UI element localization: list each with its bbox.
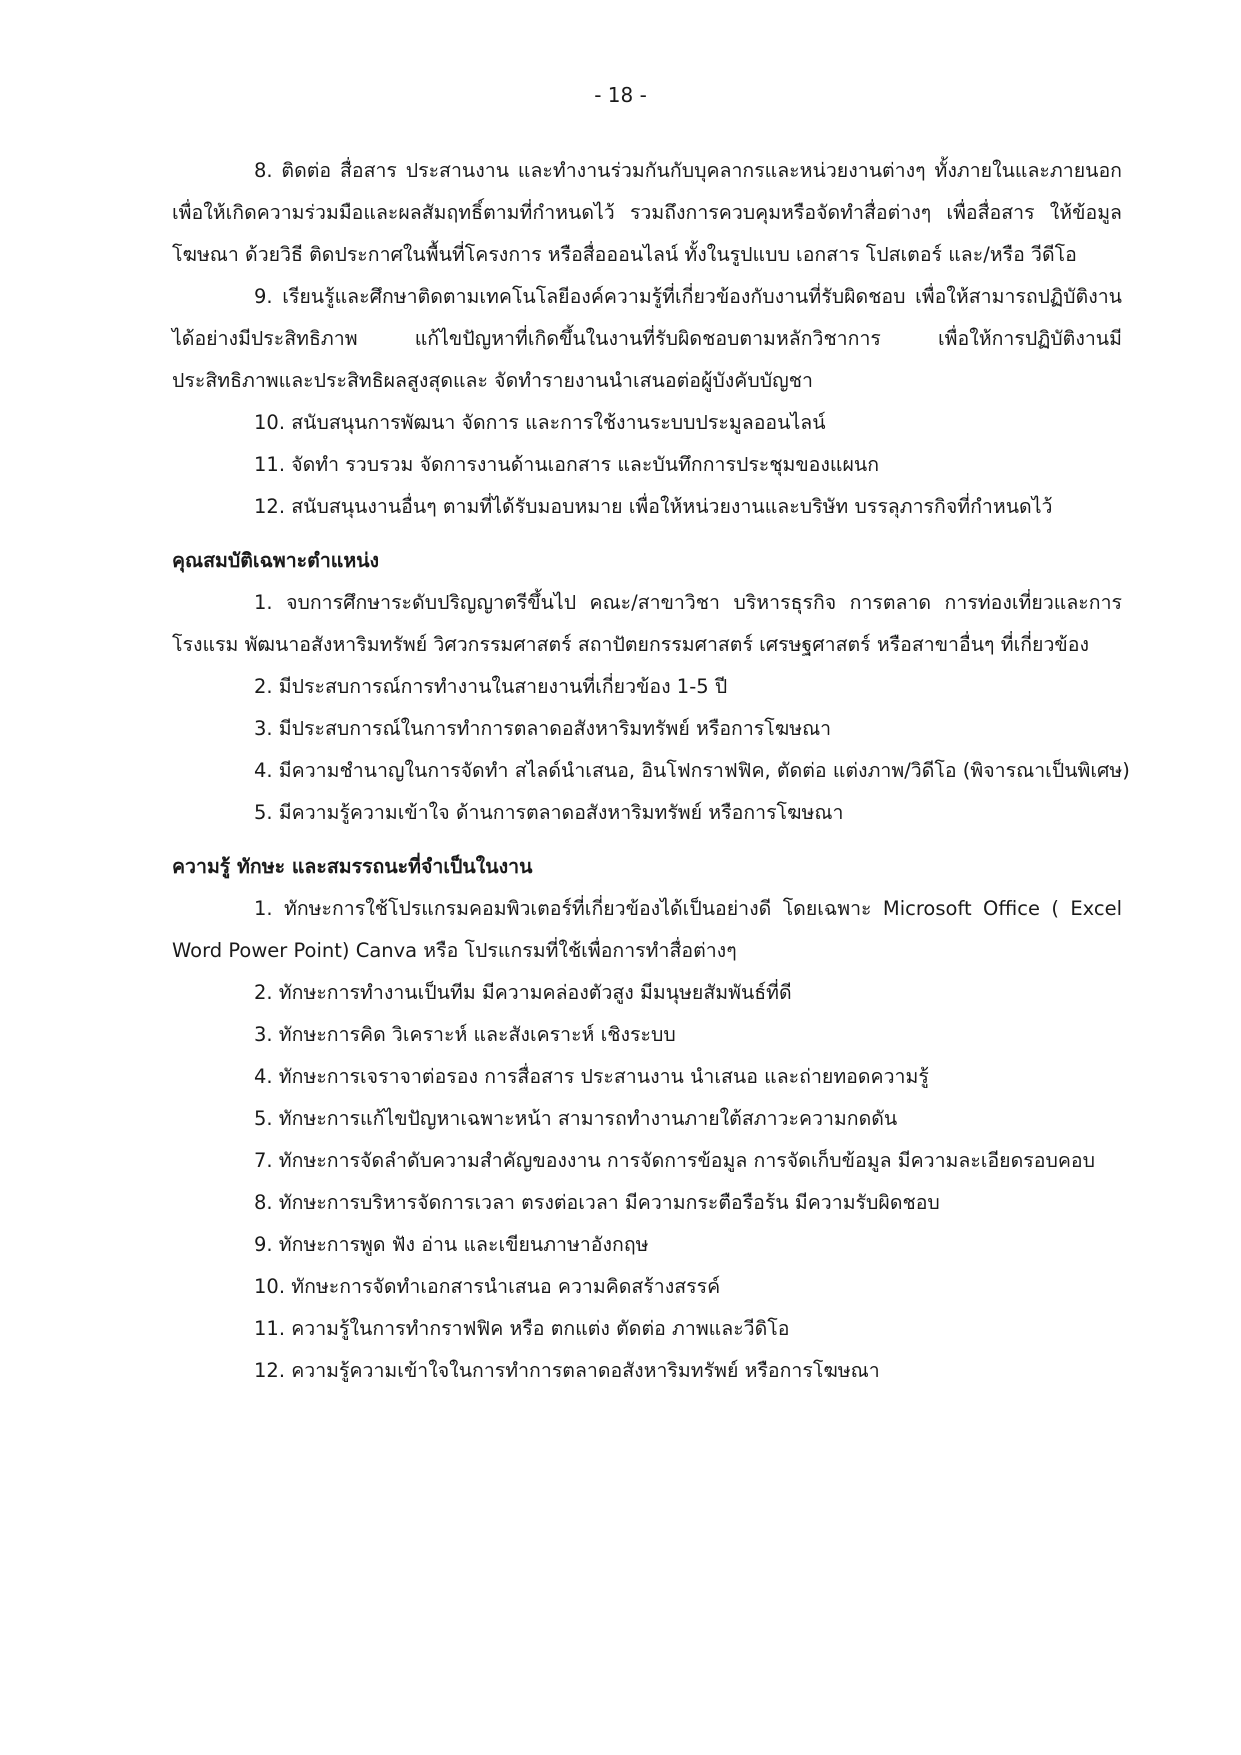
skills-section (172, 846, 1122, 1392)
qualification-item-5: 5. มีความรู้ความเข้าใจ ด้านการตลาดอสังหาริมทรัพย์ หรือการโฆษณา (254, 801, 844, 824)
qualification-item-1: 1. จบการศึกษาระดับปริญญาตรีขึ้นไป คณะ/สาขาวิชา บริหารธุรกิจ การตลาด การท่องเที่ยวและการโรงแรม พัฒนาอสังหาริมทรัพย์ วิศวกรรมศาสตร์ สถาปัตยกรรมศาสตร์ เศรษฐศาสตร์ หรือสาขาอื่นๆ ที่เกี่ยวข้อง (172, 591, 1122, 656)
skill-item-11: 11. ความรู้ในการทำกราฟฟิค หรือ ตกแต่ง ตัดต่อ ภาพและวีดิโอ (254, 1317, 790, 1340)
document-body (172, 150, 1130, 1392)
duty-item-9: 9. เรียนรู้และศึกษาติดตามเทคโนโลยีองค์ความรู้ที่เกี่ยวข้องกับงานที่รับผิดชอบ เพื่อให้สามารถปฏิบัติงานได้อย่างมีประสิทธิภาพ แก้ไขปัญหาที่เกิดขึ้นในงานที่รับผิดชอบตามหลักวิชาการ เพื่อให้การปฏิบัติงานมีประสิทธิภาพและประสิทธิผลสูงสุดและ จัดทำรายงานนำเสนอต่อผู้บังคับบัญชา (172, 285, 1122, 392)
duties-section (172, 150, 1122, 528)
skill-item-9: 9. ทักษะการพูด ฟัง อ่าน และเขียนภาษาอังกฤษ (254, 1233, 649, 1256)
qualification-item-3: 3. มีประสบการณ์ในการทำการตลาดอสังหาริมทรัพย์ หรือการโฆษณา (254, 717, 832, 740)
duty-item-11: 11. จัดทำ รวบรวม จัดการงานด้านเอกสาร และบันทึกการประชุมของแผนก (254, 453, 880, 476)
skill-item-1: 1. ทักษะการใช้โปรแกรมคอมพิวเตอร์ที่เกี่ยวข้องได้เป็นอย่างดี โดยเฉพาะ Microsoft Office ( Excel Word Power Point) Canva หรือ โปรแกรมที่ใช้เพื่อการทำสื่อต่างๆ (172, 897, 1122, 962)
skill-item-4: 4. ทักษะการเจราจาต่อรอง การสื่อสาร ประสานงาน นำเสนอ และถ่ายทอดความรู้ (254, 1065, 929, 1088)
qualifications-heading: คุณสมบัติเฉพาะตำแหน่ง (172, 549, 380, 572)
skill-item-10: 10. ทักษะการจัดทำเอกสารนำเสนอ ความคิดสร้างสรรค์ (254, 1275, 721, 1298)
duty-item-8: 8. ติดต่อ สื่อสาร ประสานงาน และทำงานร่วมกันกับบุคลากรและหน่วยงานต่างๆ ทั้งภายในและภายนอก เพื่อให้เกิดความร่วมมือและผลสัมฤทธิ์ตามที่กำหนดไว้ รวมถึงการควบคุมหรือจัดทำสื่อต่างๆ เพื่อสื่อสาร ให้ข้อมูล โฆษณา ด้วยวิธี ติดประกาศในพื้นที่โครงการ หรือสื่อออนไลน์ ทั้งในรูปแบบ เอกสาร โปสเตอร์ และ/หรือ วีดีโอ (172, 159, 1122, 266)
qualifications-section (172, 540, 1130, 834)
skill-item-7: 7. ทักษะการจัดลำดับความสำคัญของงาน การจัดการข้อมูล การจัดเก็บข้อมูล มีความละเอียดรอบคอบ (254, 1149, 1095, 1172)
qualification-item-4: 4. มีความชำนาญในการจัดทำ สไลด์นำเสนอ, อินโฟกราฟฟิค, ตัดต่อ แต่งภาพ/วิดีโอ (พิจารณาเป็นพิเศษ) (254, 759, 1130, 782)
page-number: - 18 - (594, 83, 647, 107)
skill-item-5: 5. ทักษะการแก้ไขปัญหาเฉพาะหน้า สามารถทำงานภายใต้สภาวะความกดดัน (254, 1107, 898, 1130)
skills-heading: ความรู้ ทักษะ และสมรรถนะที่จำเป็นในงาน (172, 855, 533, 878)
skill-item-12: 12. ความรู้ความเข้าใจในการทำการตลาดอสังหาริมทรัพย์ หรือการโฆษณา (254, 1359, 880, 1382)
qualification-item-2: 2. มีประสบการณ์การทำงานในสายงานที่เกี่ยวข้อง 1-5 ปี (254, 675, 728, 698)
skill-item-2: 2. ทักษะการทำงานเป็นทีม มีความคล่องตัวสูง มีมนุษยสัมพันธ์ที่ดี (254, 981, 792, 1004)
duty-item-10: 10. สนับสนุนการพัฒนา จัดการ และการใช้งานระบบประมูลออนไลน์ (254, 411, 826, 434)
skill-item-3: 3. ทักษะการคิด วิเคราะห์ และสังเคราะห์ เชิงระบบ (254, 1023, 676, 1046)
duty-item-12: 12. สนับสนุนงานอื่นๆ ตามที่ได้รับมอบหมาย เพื่อให้หน่วยงานและบริษัท บรรลุภารกิจที่กำหนดไว้ (254, 495, 1053, 518)
skill-item-8: 8. ทักษะการบริหารจัดการเวลา ตรงต่อเวลา มีความกระตือรือร้น มีความรับผิดชอบ (254, 1191, 940, 1214)
